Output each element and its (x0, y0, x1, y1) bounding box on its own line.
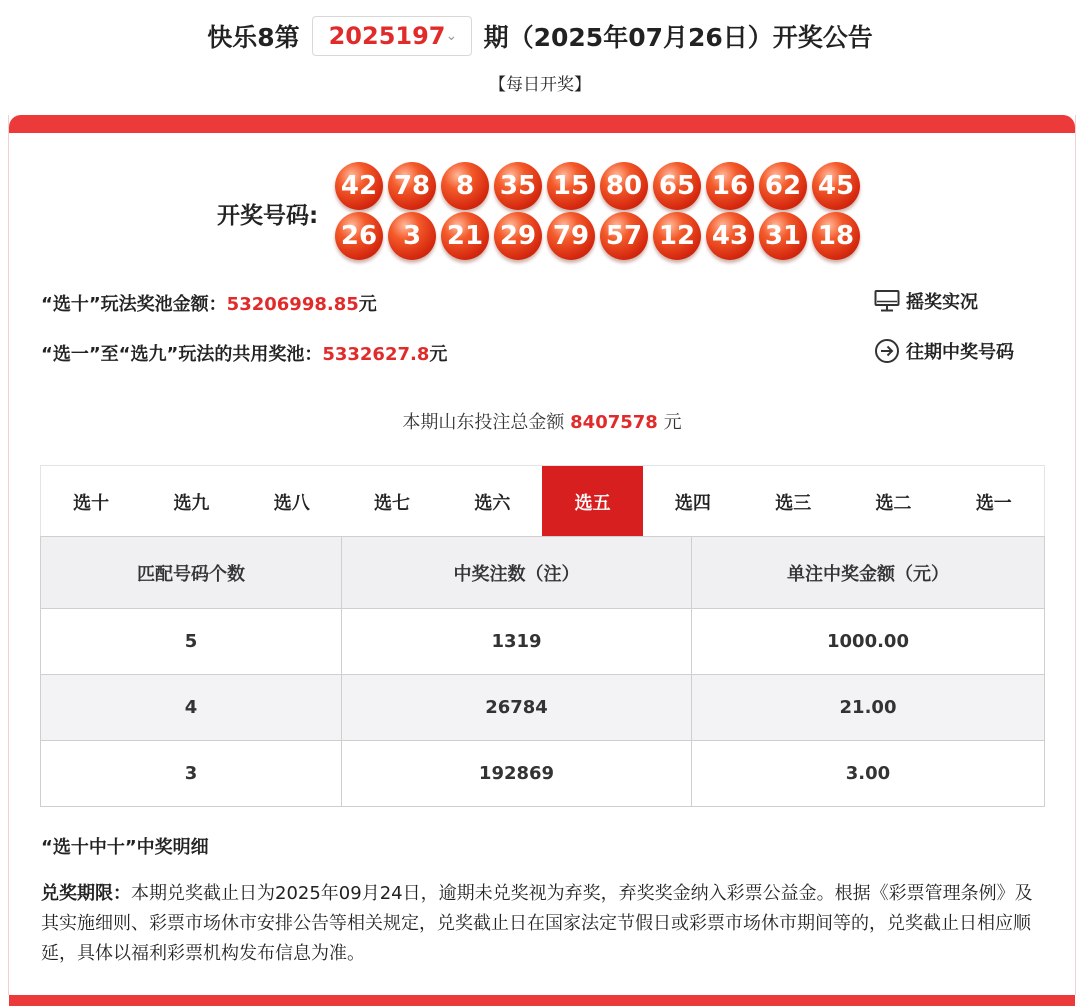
draw-ball: 3 (388, 212, 436, 260)
issue-number: 2025197 (328, 22, 446, 50)
history-numbers-link[interactable] (874, 338, 1014, 364)
select10-detail-link[interactable]: “选十中十”中奖明细 (41, 837, 209, 858)
cell-match-count: 5 (41, 609, 342, 675)
arrow-circle-icon (874, 338, 900, 364)
total-prefix: 本期山东投注总金额 (402, 412, 565, 433)
issue-select[interactable] (312, 16, 472, 56)
total-unit: 元 (663, 412, 682, 433)
draw-ball: 57 (600, 212, 648, 260)
draw-ball: 31 (759, 212, 807, 260)
tab-3[interactable]: 选八 (242, 466, 342, 537)
draw-ball: 29 (494, 212, 542, 260)
history-numbers-label: 往期中奖号码 (906, 342, 1014, 363)
pool-select10-unit: 元 (358, 294, 377, 315)
header-match-count: 匹配号码个数 (41, 537, 342, 609)
page-title (0, 16, 1080, 56)
cell-winners: 192869 (342, 741, 692, 807)
cell-match-count: 4 (41, 675, 342, 741)
redemption-note-label: 兑奖期限： (41, 883, 131, 904)
draw-ball: 80 (600, 162, 648, 210)
draw-ball: 18 (812, 212, 860, 260)
cell-prize-amount: 1000.00 (692, 609, 1045, 675)
cell-winners: 26784 (342, 675, 692, 741)
title-prefix: 快乐8第 (207, 23, 300, 52)
cell-winners: 1319 (342, 609, 692, 675)
monitor-icon (874, 289, 900, 313)
pool-shared-value: 5332627.8 (322, 344, 430, 365)
table-row (41, 741, 1045, 807)
table-row (41, 675, 1045, 741)
tab-6[interactable]: 选五 (542, 466, 642, 537)
tab-10[interactable]: 选一 (944, 466, 1044, 537)
draw-ball: 15 (547, 162, 595, 210)
tab-7[interactable]: 选四 (643, 466, 743, 537)
draw-ball: 62 (759, 162, 807, 210)
card-top-bar (9, 115, 1075, 133)
draw-ball: 12 (653, 212, 701, 260)
header-winners: 中奖注数（注） (342, 537, 692, 609)
tab-8[interactable]: 选三 (743, 466, 843, 537)
draw-numbers-label: 开奖号码: (217, 203, 319, 229)
pool-shared-label: “选一”至“选九”玩法的共用奖池： (41, 344, 323, 365)
cell-prize-amount: 3.00 (692, 741, 1045, 807)
chevron-down-icon: ⌄ (445, 28, 458, 44)
draw-ball: 65 (653, 162, 701, 210)
draw-ball: 16 (706, 162, 754, 210)
tab-5[interactable]: 选六 (442, 466, 542, 537)
draw-ball: 78 (388, 162, 436, 210)
draw-ball: 8 (441, 162, 489, 210)
pool-shared (41, 340, 447, 366)
cell-prize-amount: 21.00 (692, 675, 1045, 741)
tab-4[interactable]: 选七 (342, 466, 442, 537)
draw-card (8, 115, 1076, 995)
cell-match-count: 3 (41, 741, 342, 807)
prize-table (40, 536, 1045, 807)
tab-1[interactable]: 选十 (41, 466, 141, 537)
title-suffix: 期（2025年07月26日）开奖公告 (483, 23, 873, 52)
draw-ball: 35 (494, 162, 542, 210)
pool-shared-unit: 元 (429, 344, 448, 365)
pool-select10 (41, 290, 377, 316)
daily-draw-note: 【每日开奖】 (489, 75, 591, 95)
tab-9[interactable]: 选二 (843, 466, 943, 537)
draw-ball: 42 (335, 162, 383, 210)
page-header (0, 0, 1080, 110)
prize-table-header (41, 537, 1045, 609)
card-bottom-bar (9, 995, 1075, 1006)
live-draw-label: 摇奖实况 (906, 292, 978, 313)
total-bet-amount (9, 408, 1075, 434)
total-value: 8407578 (570, 412, 658, 433)
draw-ball: 79 (547, 212, 595, 260)
redemption-note-text: 本期兑奖截止日为2025年09月24日，逾期未兑奖视为弃奖，弃奖奖金纳入彩票公益金。根据《彩票管理条例》及其实施细则、彩票市场休市安排公告等相关规定，兑奖截止日在国家法定节假日或彩票市场休市期间等的，兑奖截止日相应顺延，具体以福利彩票机构发布信息为准。 (41, 883, 1033, 964)
draw-ball: 21 (441, 212, 489, 260)
draw-numbers (335, 162, 875, 260)
redemption-note (41, 879, 1046, 969)
live-draw-link[interactable] (874, 288, 978, 314)
draw-ball: 45 (812, 162, 860, 210)
draw-ball: 43 (706, 212, 754, 260)
tab-2[interactable]: 选九 (141, 466, 241, 537)
header-prize-amount: 单注中奖金额（元） (692, 537, 1045, 609)
pool-select10-label: “选十”玩法奖池金额： (41, 294, 227, 315)
draw-ball: 26 (335, 212, 383, 260)
table-row (41, 609, 1045, 675)
pool-select10-value: 53206998.85 (226, 294, 359, 315)
play-type-tabs (40, 465, 1045, 537)
